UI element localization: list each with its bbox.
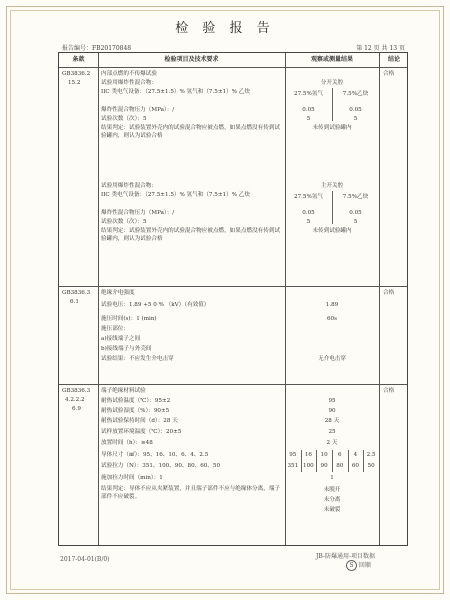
result-value: 0.05 <box>349 107 362 113</box>
test-line: 试验拉力（N）：351、100、90、80、60、50 <box>101 463 221 469</box>
result-value: 0.05 <box>302 210 315 216</box>
result-value: 27.5%氢气 <box>294 91 323 97</box>
row-divider <box>59 286 407 287</box>
test-line: 施加拉力时间（min）：1 <box>101 475 163 481</box>
test-title: 内部点燃的不传爆试验 <box>101 71 157 77</box>
result-value: 未传到试验罐内 <box>312 228 352 234</box>
result-value: 未脱开 <box>323 487 341 493</box>
conclusion-value: 合格 <box>383 388 395 394</box>
footer-stamp <box>346 560 371 571</box>
header-item: 检验项目及技术要求 <box>164 56 219 63</box>
header-conclusion: 结论 <box>387 56 400 63</box>
footer-label: JB-防爆通用-项目数据 <box>316 553 375 560</box>
grid-cell: 6 <box>338 452 342 458</box>
test-line: 施压部位： <box>101 326 129 332</box>
result-divider <box>332 88 333 121</box>
result-value: 1 <box>330 475 334 481</box>
test-line: 耐热试验湿度（%）：90±5 <box>101 408 170 414</box>
test-line: b)接线端子与外壳间 <box>101 346 152 352</box>
test-title: 端子绝缘材料试验 <box>101 388 146 394</box>
result-value: 无介电击穿 <box>318 356 346 362</box>
clause-code: GB3836.2 <box>62 71 91 77</box>
stamp-icon: S <box>346 560 357 571</box>
grid-cell: 90 <box>320 463 328 469</box>
test-line: 放置时间（h）：≥48 <box>101 440 153 446</box>
result-divider <box>332 191 333 224</box>
result-title: 主开关腔 <box>320 183 344 189</box>
result-value: 25 <box>328 429 336 435</box>
test-line: IIC 类电气设备：（27.5±1.5）% 氢气和（7.5±1）% 乙炔 <box>101 192 250 198</box>
col-divider <box>98 53 99 545</box>
result-value: 5 <box>306 116 311 122</box>
test-line: 爆炸性混合物压力（MPa）：/ <box>101 210 175 216</box>
result-value: 28 天 <box>324 418 340 424</box>
test-line: 施压时间(s)：1 (min) <box>101 316 157 322</box>
clause-code: 4.2.2.2 <box>65 397 85 403</box>
result-value: 2 天 <box>326 440 338 446</box>
grid-cell: 2.5 <box>366 452 376 458</box>
grid-cell: 4 <box>353 452 358 458</box>
test-line: 试验次数（次）：5 <box>101 219 147 225</box>
header-clause: 条款 <box>72 56 85 63</box>
test-line: 结果判定：导体不应从夹紧装置，并且端子部件不应与绝缘体分离，端子部件不应破裂。 <box>101 486 281 501</box>
test-line: 试验用爆炸性混合物： <box>101 80 157 86</box>
clause-code: GB3836.3 <box>62 388 91 394</box>
test-line: a)接线端子之间 <box>101 336 141 342</box>
test-line: 试验次数（次）：5 <box>101 116 147 122</box>
test-line: 结果判定：试验装置外壳内的试验混合物应被点燃，如果点燃没有传到试验罐内，则认为试验合格 <box>101 228 281 243</box>
grid-divider <box>363 450 364 472</box>
result-value: 0.05 <box>349 210 362 216</box>
result-value: 0.05 <box>302 107 315 113</box>
conclusion-value: 合格 <box>383 290 395 296</box>
test-line: 耐热试验温度（℃）：95±2 <box>101 398 171 404</box>
result-value: 7.5%乙炔 <box>342 194 369 200</box>
clause-code: GB3836.3 <box>62 290 91 296</box>
result-title: 分开关腔 <box>320 80 344 86</box>
row-divider <box>59 384 407 385</box>
result-value: 未分离 <box>323 497 341 503</box>
test-line: 试样放置环境温度（℃）：20±5 <box>101 429 182 435</box>
inspection-table <box>58 52 408 546</box>
report-title: 检 验 报 告 <box>175 21 275 36</box>
report-number: 报告编号：FB20170848 <box>62 45 132 52</box>
page-number: 第 12 页 共 13 页 <box>356 45 405 52</box>
test-title: 绝缘介电强度 <box>101 290 135 296</box>
test-line: 爆炸性混合物压力（MPa）：/ <box>101 107 175 113</box>
row-divider <box>59 67 407 68</box>
grid-divider <box>348 450 349 472</box>
result-value: 未破裂 <box>323 507 341 513</box>
result-value: 5 <box>306 219 311 225</box>
grid-cell: 16 <box>304 452 312 458</box>
test-line: 导体尺寸（㎟）：95、16、10、6、4、2.5 <box>101 452 209 458</box>
result-value: 60s <box>327 316 337 322</box>
footer-date: 2017-04-01(B/0) <box>60 556 110 563</box>
grid-divider <box>301 450 302 472</box>
result-value: 7.5%乙炔 <box>342 91 369 97</box>
test-line: 试验结果：不应发生介电击穿 <box>101 356 174 362</box>
test-line: 结果判定：试验装置外壳内的试验混合物应被点燃，如果点燃没有传到试验罐内，则认为试验合格 <box>101 125 281 140</box>
result-value: 5 <box>353 116 358 122</box>
conclusion-value: 合格 <box>383 71 395 77</box>
test-line: 耐热试验保持时间（d）：28 天 <box>101 418 178 424</box>
grid-cell: 95 <box>289 452 297 458</box>
test-line: IIC 类电气设备：（27.5±1.5）% 氢气和（7.5±1）% 乙炔 <box>101 89 250 95</box>
result-value: 1.89 <box>325 302 339 308</box>
grid-divider <box>332 450 333 472</box>
test-line: 试验电压：1.89 +5 0 % （kV）（有效值） <box>101 302 210 308</box>
grid-divider <box>316 450 317 472</box>
grid-cell: 80 <box>336 463 344 469</box>
result-value: 90 <box>328 408 336 414</box>
result-value: 5 <box>353 219 358 225</box>
result-value: 27.5%氢气 <box>294 194 323 200</box>
grid-cell: 10 <box>320 452 328 458</box>
grid-cell: 60 <box>351 463 359 469</box>
result-value: 95 <box>328 398 336 404</box>
grid-cell: 351 <box>287 463 299 469</box>
clause-code: 6.9 <box>72 406 81 412</box>
col-divider <box>379 53 380 545</box>
stamp-text: 回顺 <box>358 562 371 569</box>
clause-code: 6.1 <box>70 299 79 305</box>
grid-cell: 50 <box>367 463 375 469</box>
test-line: 试验用爆炸性混合物： <box>101 183 157 189</box>
grid-cell: 100 <box>303 463 314 469</box>
conductor-grid <box>285 449 379 473</box>
clause-code: 15.2 <box>68 80 81 86</box>
result-value: 未传到试验罐内 <box>312 125 352 131</box>
header-result: 观察或测量结果 <box>310 56 353 63</box>
